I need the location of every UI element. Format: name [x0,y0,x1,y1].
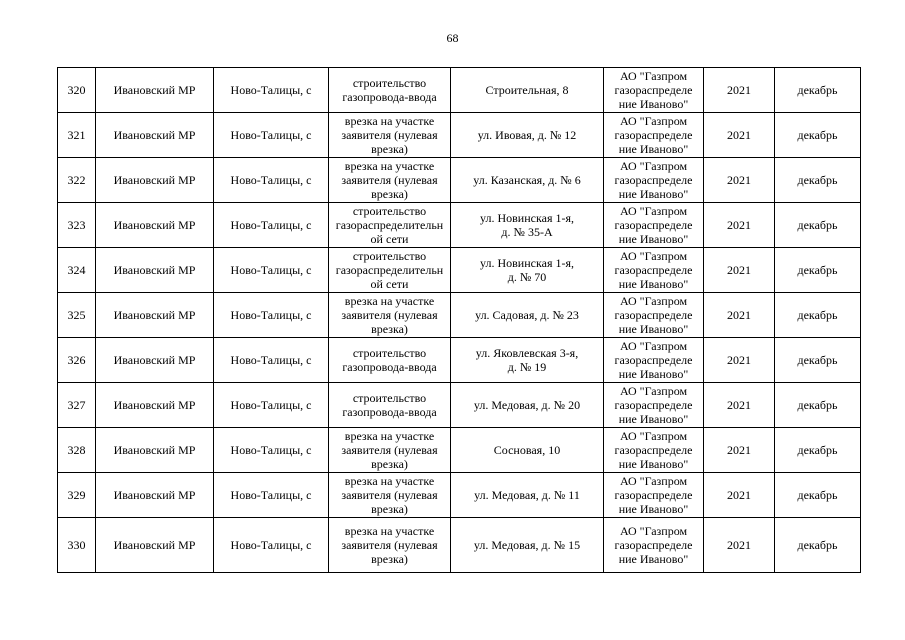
cell-year: 2021 [704,473,775,518]
table-row [58,203,861,248]
table-row [58,338,861,383]
cell-district: Ивановский МР [96,383,214,428]
cell-number: 330 [58,518,96,573]
cell-locality: Ново-Талицы, с [214,113,329,158]
table-row [58,293,861,338]
cell-address [451,428,604,473]
cell-work-type-line: заявителя (нулевая [341,308,438,322]
cell-organization-line: газораспределе [614,218,693,232]
cell-organization-line: АО "Газпром [619,384,688,398]
cell-work-type [329,68,451,113]
cell-organization-line: газораспределе [614,308,693,322]
cell-work-type [329,428,451,473]
cell-organization-line: ние Иваново" [618,97,689,111]
cell-organization [604,293,704,338]
cell-work-type-line: врезка) [371,457,408,471]
cell-work-type [329,248,451,293]
table-row [58,113,861,158]
cell-organization [604,158,704,203]
cell-organization [604,473,704,518]
cell-work-type-line: строительство [352,249,427,263]
cell-work-type-line: врезка) [371,502,408,516]
cell-organization-line: газораспределе [614,398,693,412]
cell-address-line: ул. Новинская 1-я, [480,211,574,225]
cell-locality: Ново-Талицы, с [214,68,329,113]
cell-work-type [329,383,451,428]
page-number: 68 [446,31,459,45]
cell-address [451,158,604,203]
cell-number: 321 [58,113,96,158]
cell-address [451,68,604,113]
cell-organization-line: АО "Газпром [619,474,688,488]
cell-work-type-line: врезка на участке [344,474,435,488]
cell-organization-line: ние Иваново" [618,142,689,156]
cell-district: Ивановский МР [96,203,214,248]
cell-work-type-line: заявителя (нулевая [341,538,438,552]
cell-address [451,383,604,428]
cell-month: декабрь [775,113,861,158]
cell-address-line: Сосновая, 10 [493,443,561,457]
cell-district: Ивановский МР [96,293,214,338]
cell-organization-line: газораспределе [614,83,693,97]
cell-organization-line: АО "Газпром [619,339,688,353]
cell-district: Ивановский МР [96,518,214,573]
cell-number: 323 [58,203,96,248]
cell-organization-line: газораспределе [614,538,693,552]
cell-work-type-line: строительство [352,346,427,360]
cell-month: декабрь [775,428,861,473]
cell-work-type-line: газопровода-ввода [342,405,437,419]
cell-address-line: ул. Медовая, д. № 20 [473,398,581,412]
cell-work-type [329,203,451,248]
cell-work-type-line: газопровода-ввода [342,360,437,374]
cell-work-type-line: врезка на участке [344,429,435,443]
cell-work-type-line: ой сети [370,232,409,246]
cell-organization [604,428,704,473]
cell-organization-line: АО "Газпром [619,524,688,538]
table-row [58,68,861,113]
cell-district: Ивановский МР [96,158,214,203]
cell-work-type-line: газораспределительн [335,218,444,232]
cell-address-line: д. № 35-А [501,225,553,239]
cell-address-line: ул. Садовая, д. № 23 [475,308,579,322]
cell-organization-line: АО "Газпром [619,204,688,218]
cell-district: Ивановский МР [96,473,214,518]
cell-number: 328 [58,428,96,473]
cell-year: 2021 [704,518,775,573]
cell-locality: Ново-Талицы, с [214,293,329,338]
cell-work-type-line: газораспределительн [335,263,444,277]
cell-month: декабрь [775,473,861,518]
cell-organization-line: ние Иваново" [618,502,689,516]
cell-organization [604,68,704,113]
cell-organization-line: ние Иваново" [618,412,689,426]
cell-locality: Ново-Талицы, с [214,158,329,203]
cell-address [451,203,604,248]
cell-organization-line: АО "Газпром [619,114,688,128]
cell-organization-line: газораспределе [614,173,693,187]
cell-number: 327 [58,383,96,428]
cell-number: 329 [58,473,96,518]
cell-work-type-line: строительство [352,391,427,405]
cell-organization-line: газораспределе [614,263,693,277]
table-row [58,383,861,428]
cell-work-type [329,158,451,203]
cell-work-type-line: врезка) [371,187,408,201]
cell-address-line: ул. Медовая, д. № 15 [473,538,581,552]
cell-address-line: д. № 70 [507,270,547,284]
cell-number: 322 [58,158,96,203]
gasification-table [57,67,861,573]
table-row [58,473,861,518]
table-row [58,158,861,203]
cell-month: декабрь [775,293,861,338]
cell-organization-line: газораспределе [614,488,693,502]
cell-work-type-line: строительство [352,76,427,90]
cell-work-type-line: врезка на участке [344,114,435,128]
cell-address [451,473,604,518]
cell-work-type-line: газопровода-ввода [342,90,437,104]
cell-organization-line: ние Иваново" [618,552,689,566]
cell-work-type [329,113,451,158]
cell-address [451,113,604,158]
cell-address-line: ул. Казанская, д. № 6 [473,173,581,187]
cell-work-type-line: врезка на участке [344,159,435,173]
cell-year: 2021 [704,203,775,248]
cell-year: 2021 [704,248,775,293]
cell-organization-line: АО "Газпром [619,429,688,443]
cell-work-type-line: строительство [352,204,427,218]
table-row [58,428,861,473]
cell-organization-line: АО "Газпром [619,294,688,308]
cell-work-type-line: заявителя (нулевая [341,173,438,187]
cell-address-line: ул. Яковлевская 3-я, [475,346,579,360]
cell-locality: Ново-Талицы, с [214,248,329,293]
cell-number: 326 [58,338,96,383]
cell-work-type-line: врезка) [371,322,408,336]
cell-organization-line: АО "Газпром [619,69,688,83]
cell-month: декабрь [775,248,861,293]
cell-work-type [329,293,451,338]
cell-locality: Ново-Талицы, с [214,338,329,383]
cell-organization [604,203,704,248]
cell-organization-line: ние Иваново" [618,367,689,381]
cell-organization-line: газораспределе [614,128,693,142]
cell-year: 2021 [704,158,775,203]
cell-organization-line: ние Иваново" [618,277,689,291]
cell-work-type-line: заявителя (нулевая [341,128,438,142]
cell-district: Ивановский МР [96,68,214,113]
cell-work-type-line: заявителя (нулевая [341,488,438,502]
cell-address-line: ул. Ивовая, д. № 12 [477,128,577,142]
cell-organization [604,113,704,158]
cell-organization-line: АО "Газпром [619,159,688,173]
cell-organization-line: АО "Газпром [619,249,688,263]
cell-work-type [329,338,451,383]
cell-address [451,248,604,293]
cell-organization-line: ние Иваново" [618,322,689,336]
cell-address-line: ул. Медовая, д. № 11 [474,488,580,502]
cell-locality: Ново-Талицы, с [214,473,329,518]
cell-district: Ивановский МР [96,428,214,473]
cell-work-type-line: врезка) [371,552,408,566]
cell-organization [604,383,704,428]
cell-work-type [329,473,451,518]
cell-number: 320 [58,68,96,113]
cell-work-type-line: ой сети [370,277,409,291]
cell-number: 324 [58,248,96,293]
cell-organization [604,518,704,573]
cell-month: декабрь [775,518,861,573]
table-row [58,248,861,293]
cell-month: декабрь [775,158,861,203]
cell-address [451,293,604,338]
cell-month: декабрь [775,383,861,428]
cell-work-type-line: заявителя (нулевая [341,443,438,457]
cell-address [451,518,604,573]
cell-locality: Ново-Талицы, с [214,383,329,428]
table-row [58,518,861,573]
cell-district: Ивановский МР [96,338,214,383]
cell-work-type-line: врезка на участке [344,294,435,308]
cell-address-line: ул. Новинская 1-я, [480,256,574,270]
cell-locality: Ново-Талицы, с [214,518,329,573]
cell-organization-line: газораспределе [614,443,693,457]
cell-year: 2021 [704,293,775,338]
cell-district: Ивановский МР [96,113,214,158]
cell-work-type [329,518,451,573]
cell-month: декабрь [775,338,861,383]
cell-address-line: д. № 19 [507,360,547,374]
cell-organization [604,338,704,383]
cell-year: 2021 [704,113,775,158]
cell-organization-line: газораспределе [614,353,693,367]
cell-locality: Ново-Талицы, с [214,428,329,473]
cell-district: Ивановский МР [96,248,214,293]
cell-work-type-line: врезка на участке [344,524,435,538]
cell-organization-line: ние Иваново" [618,187,689,201]
cell-number: 325 [58,293,96,338]
table-body [58,68,861,573]
cell-year: 2021 [704,68,775,113]
cell-month: декабрь [775,68,861,113]
cell-address-line: Строительная, 8 [485,83,569,97]
cell-year: 2021 [704,428,775,473]
cell-organization-line: ние Иваново" [618,232,689,246]
cell-year: 2021 [704,338,775,383]
cell-work-type-line: врезка) [371,142,408,156]
cell-organization-line: ние Иваново" [618,457,689,471]
cell-organization [604,248,704,293]
cell-month: декабрь [775,203,861,248]
cell-year: 2021 [704,383,775,428]
cell-locality: Ново-Талицы, с [214,203,329,248]
cell-address [451,338,604,383]
